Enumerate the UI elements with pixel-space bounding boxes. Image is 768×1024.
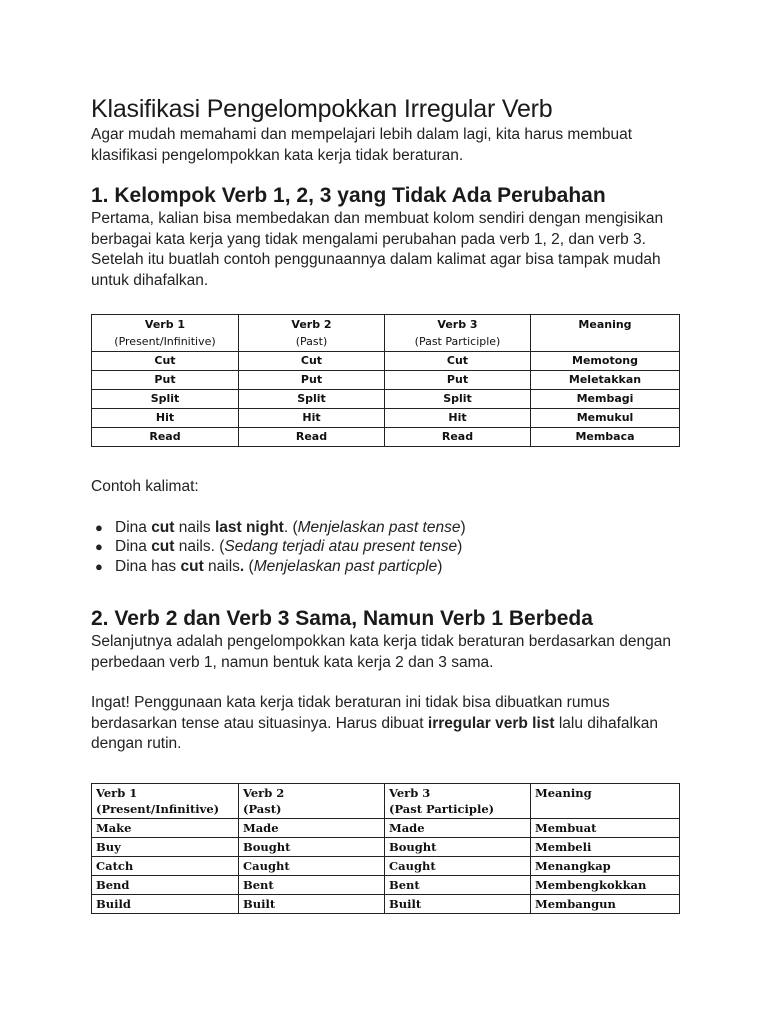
bold-term: irregular verb list bbox=[427, 714, 555, 732]
text: ( bbox=[244, 557, 254, 575]
table-cell: Bent bbox=[385, 875, 531, 894]
bullet-icon: ● bbox=[95, 558, 103, 574]
table-cell: Made bbox=[239, 818, 385, 837]
table-cell: Membaca bbox=[531, 428, 680, 447]
section-1-heading: 1. Kelompok Verb 1, 2, 3 yang Tidak Ada Perubahan bbox=[91, 184, 606, 207]
table-row bbox=[92, 894, 680, 913]
header-sublabel: (Present/Infinitive) bbox=[96, 801, 220, 816]
table-cell: Split bbox=[92, 390, 239, 409]
explanation: Sedang terjadi atau present tense bbox=[224, 538, 458, 555]
table-cell: Read bbox=[92, 428, 239, 447]
table-header-cell bbox=[239, 315, 385, 352]
table-cell: Split bbox=[385, 390, 531, 409]
list-item bbox=[95, 518, 691, 538]
text: ) bbox=[460, 518, 466, 536]
table-cell: Put bbox=[239, 371, 385, 390]
table-cell: Meletakkan bbox=[531, 371, 680, 390]
text: nails. ( bbox=[174, 538, 225, 555]
table-cell: Membuat bbox=[531, 818, 680, 837]
text: Dina bbox=[115, 518, 152, 536]
section-1-paragraph: Pertama, kalian bisa membedakan dan membuat kolom sendiri dengan mengisikan berbagai kata kerja yang tidak mengalami perubahan pada verb 1, 2, dan verb 3. Setelah itu buatlah contoh penggunaannya dalam kalimat agar bisa tampak mudah untuk dihafalkan. bbox=[91, 210, 664, 289]
table-cell: Made bbox=[385, 818, 531, 837]
text: ) bbox=[437, 557, 443, 575]
bullet-icon: ● bbox=[95, 519, 103, 535]
table-row bbox=[92, 371, 680, 390]
table-cell: Bought bbox=[239, 837, 385, 856]
verb-table-1 bbox=[91, 314, 680, 447]
text: . bbox=[239, 557, 245, 575]
table-cell: Memotong bbox=[531, 352, 680, 371]
table-cell: Bought bbox=[385, 837, 531, 856]
table-header-row bbox=[92, 315, 680, 352]
bullet-icon: ● bbox=[95, 539, 103, 554]
table-cell: Bend bbox=[92, 875, 239, 894]
header-sublabel: (Past Participle) bbox=[389, 801, 495, 816]
table-row bbox=[92, 428, 680, 447]
table-cell: Membeli bbox=[531, 837, 680, 856]
table-row bbox=[92, 837, 680, 856]
table-cell: Membengkokkan bbox=[531, 875, 680, 894]
text: Dina bbox=[115, 538, 152, 555]
table-cell: Catch bbox=[92, 856, 239, 875]
table-row bbox=[92, 875, 680, 894]
header-label: Verb 3 bbox=[437, 318, 478, 331]
table-cell: Hit bbox=[239, 409, 385, 428]
table-cell: Hit bbox=[385, 409, 531, 428]
list-item bbox=[95, 537, 691, 557]
text: Ingat! Penggunaan kata kerja tidak beraturan ini tidak bisa dibuatkan rumus berdasarkan tense atau situasinya. Harus dibuat bbox=[91, 694, 610, 732]
explanation: Menjelaskan past tense bbox=[297, 518, 461, 536]
header-label: Verb 1 bbox=[144, 318, 186, 331]
table-cell: Bent bbox=[239, 875, 385, 894]
table-row bbox=[92, 352, 680, 371]
section-2-paragraph-2 bbox=[91, 693, 691, 755]
table-cell: Caught bbox=[385, 856, 531, 875]
table-header-cell bbox=[531, 315, 680, 352]
table-cell: Membangun bbox=[531, 894, 680, 913]
table-cell: Split bbox=[239, 390, 385, 409]
text: . ( bbox=[283, 518, 298, 536]
header-label: Meaning bbox=[535, 785, 592, 800]
table-header-cell bbox=[531, 783, 680, 818]
table-cell: Caught bbox=[239, 856, 385, 875]
table-header-cell bbox=[92, 315, 239, 352]
intro-paragraph: Agar mudah memahami dan mempelajari lebih dalam lagi, kita harus membuat klasifikasi pengelompokkan kata kerja tidak beraturan. bbox=[91, 126, 633, 164]
table-row bbox=[92, 390, 680, 409]
list-item bbox=[95, 557, 691, 577]
table-cell: Menangkap bbox=[531, 856, 680, 875]
table-row bbox=[92, 409, 680, 428]
verb-bold: cut bbox=[180, 557, 204, 575]
table-header-cell bbox=[92, 783, 239, 818]
table-cell: Read bbox=[239, 428, 385, 447]
table-header-cell bbox=[385, 783, 531, 818]
section-2-paragraph-1: Selanjutnya adalah pengelompokkan kata kerja tidak beraturan berdasarkan dengan perbedaan verb 1, namun bentuk kata kerja 2 dan 3 sama. bbox=[91, 633, 671, 671]
table-cell: Hit bbox=[92, 409, 239, 428]
verb-bold: cut bbox=[151, 518, 175, 536]
text: lalu dihafalkan dengan rutin. bbox=[91, 714, 658, 752]
table-header-cell bbox=[385, 315, 531, 352]
table-cell: Read bbox=[385, 428, 531, 447]
table-cell: Put bbox=[385, 371, 531, 390]
table-cell: Make bbox=[92, 818, 239, 837]
table-row bbox=[92, 818, 680, 837]
header-label: Verb 1 bbox=[96, 785, 138, 800]
table-cell: Cut bbox=[92, 352, 239, 371]
verb-bold: cut bbox=[151, 538, 175, 555]
header-label: Verb 3 bbox=[389, 785, 431, 800]
text: ) bbox=[457, 538, 463, 555]
verb-table-2 bbox=[91, 783, 680, 914]
table-cell: Built bbox=[239, 894, 385, 913]
table-cell: Built bbox=[385, 894, 531, 913]
table-cell: Build bbox=[92, 894, 239, 913]
time-bold: last night bbox=[214, 518, 284, 536]
section-2-heading: 2. Verb 2 dan Verb 3 Sama, Namun Verb 1 Berbeda bbox=[91, 607, 593, 630]
text: Dina has bbox=[115, 557, 181, 575]
table-cell: Cut bbox=[239, 352, 385, 371]
text: nails bbox=[174, 518, 215, 536]
table-row bbox=[92, 856, 680, 875]
header-sublabel: (Past) bbox=[243, 801, 282, 816]
text: nails bbox=[203, 557, 240, 575]
table-cell: Cut bbox=[385, 352, 531, 371]
table-cell: Membagi bbox=[531, 390, 680, 409]
document-page bbox=[91, 94, 691, 914]
table-cell: Put bbox=[92, 371, 239, 390]
table-header-cell bbox=[239, 783, 385, 818]
table-cell: Memukul bbox=[531, 409, 680, 428]
header-label: Verb 2 bbox=[243, 785, 285, 800]
explanation: Menjelaskan past particple bbox=[253, 557, 438, 575]
header-sublabel: (Past) bbox=[295, 335, 328, 348]
example-list bbox=[91, 518, 691, 577]
header-sublabel: (Present/Infinitive) bbox=[114, 335, 216, 348]
table-cell: Buy bbox=[92, 837, 239, 856]
header-label: Verb 2 bbox=[291, 318, 332, 331]
header-sublabel: (Past Participle) bbox=[414, 335, 501, 348]
table-header-row bbox=[92, 783, 680, 818]
page-title: Klasifikasi Pengelompokkan Irregular Verb bbox=[91, 95, 553, 123]
header-label: Meaning bbox=[578, 318, 632, 331]
example-label: Contoh kalimat: bbox=[91, 478, 199, 495]
